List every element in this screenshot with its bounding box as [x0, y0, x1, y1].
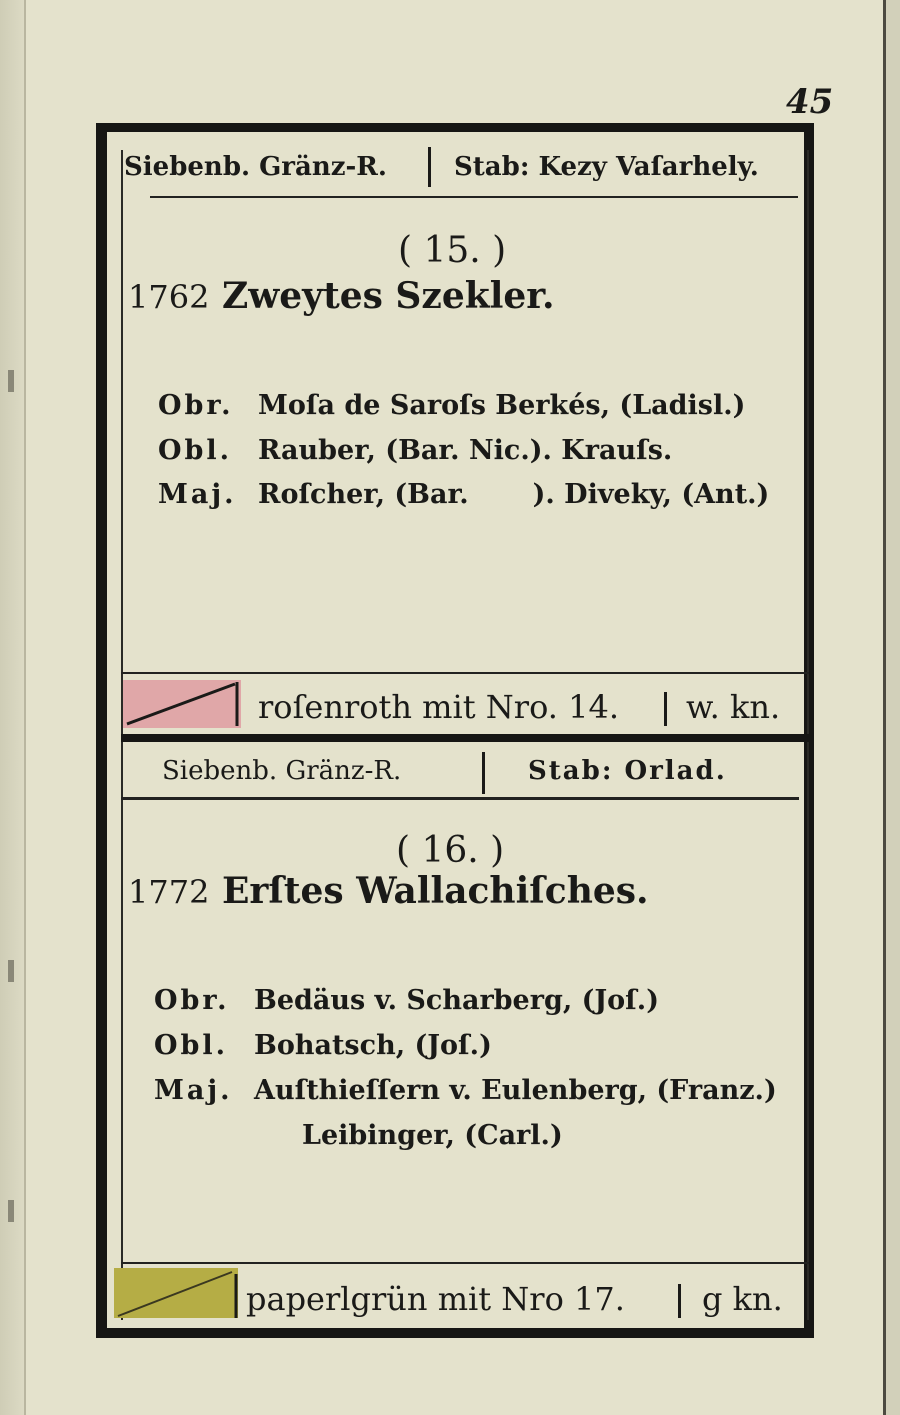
- regiment-15-header-type: Siebenb. Gränz-R.: [124, 152, 387, 182]
- page-binding-edge: [0, 0, 26, 1415]
- officer-row: [158, 479, 769, 510]
- officer-rank: Obl.: [158, 435, 233, 466]
- officer-names: Moſa de Saroſs Berkés, (Ladisl.): [258, 390, 746, 421]
- regiment-15-title: [128, 275, 554, 317]
- regiment-16-title: [128, 870, 649, 912]
- header-divider: [482, 752, 485, 794]
- header-divider: [428, 147, 431, 187]
- header-rule: [121, 797, 799, 800]
- regiment-15-facing: roſenroth mit Nro. 14.: [258, 688, 619, 726]
- regiment-16-header-staff: Stab: Orlad.: [528, 756, 727, 786]
- officer-row: [154, 985, 659, 1016]
- facing-divider: [678, 1284, 681, 1318]
- officer-rank: Obr.: [158, 390, 234, 421]
- officer-rank: Maj.: [154, 1075, 233, 1106]
- officer-names: Rauber, (Bar. Nic.). Krauſs.: [258, 435, 673, 466]
- regiment-16-name: Erſtes Wallachiſches.: [221, 870, 649, 912]
- officer-rank: Obl.: [154, 1030, 229, 1061]
- regiment-16-year: 1772: [128, 873, 210, 911]
- facing-divider: [664, 692, 667, 726]
- header-rule: [150, 196, 798, 198]
- page-right-edge: [883, 0, 900, 1415]
- facing-color-swatch: [114, 1266, 240, 1322]
- regiment-15-buttons: w. kn.: [686, 688, 781, 726]
- facing-color-swatch: [123, 676, 243, 732]
- regiment-15-name: Zweytes Szekler.: [221, 275, 555, 317]
- section-divider: [121, 734, 809, 742]
- facing-rule-top: [121, 1262, 809, 1264]
- officer-row: [158, 435, 672, 466]
- regiment-16-facing: paperlgrün mit Nro 17.: [246, 1280, 625, 1318]
- officer-row: [154, 1075, 777, 1106]
- regiment-16-header-type: Siebenb. Gränz-R.: [162, 756, 402, 786]
- officer-rank: Obr.: [154, 985, 230, 1016]
- facing-rule-top: [121, 672, 809, 674]
- officer-names: Auſthieſſern v. Eulenberg, (Franz.): [254, 1075, 777, 1106]
- officer-rank: Maj.: [158, 479, 237, 510]
- regiment-16-buttons: g kn.: [702, 1280, 783, 1318]
- regiment-15-number: ( 15. ): [398, 230, 507, 271]
- page-number: 45: [786, 82, 834, 122]
- officer-names: Roſcher, (Bar.: [258, 479, 469, 510]
- regiment-15-year: 1762: [128, 278, 210, 316]
- officer-names: Bohatsch, (Joſ.): [254, 1030, 492, 1061]
- officer-names: ). Diveky, (Ant.): [532, 479, 770, 510]
- regiment-15-header-staff: Stab: Kezy Vaſarhely.: [454, 152, 759, 182]
- officer-row: [154, 1030, 492, 1061]
- regiment-16-number: ( 16. ): [396, 830, 505, 871]
- officer-names: Bedäus v. Scharberg, (Joſ.): [254, 985, 659, 1016]
- officer-row: [158, 390, 745, 421]
- officer-continuation: Leibinger, (Carl.): [302, 1120, 563, 1151]
